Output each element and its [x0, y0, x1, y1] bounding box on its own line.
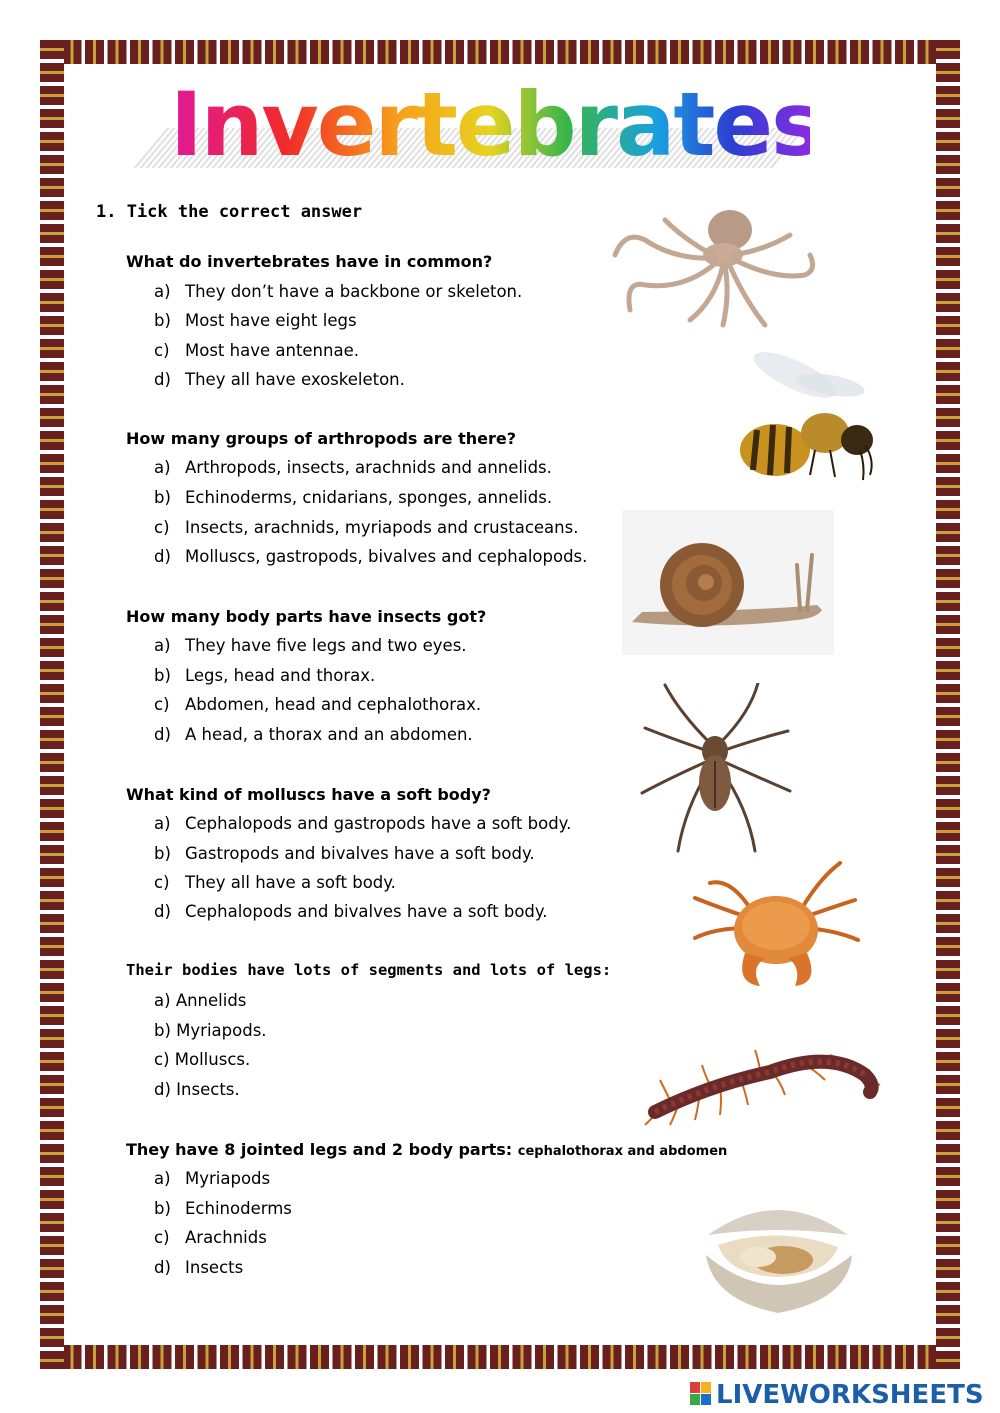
option-label: d) [154, 1080, 171, 1099]
option-4b[interactable] [154, 844, 535, 863]
option-text: Insects. [176, 1080, 240, 1099]
option-text: Arthropods, insects, arachnids and annelids. [185, 458, 552, 477]
butterfly-border-top [40, 40, 960, 64]
spider-image [640, 683, 792, 853]
liveworksheets-logo-icon [690, 1382, 712, 1406]
option-text: Gastropods and bivalves have a soft body. [185, 844, 535, 863]
option-label: c) [154, 341, 170, 360]
option-5c[interactable] [154, 1050, 250, 1069]
option-text: They all have exoskeleton. [185, 370, 405, 389]
option-label: b) [154, 488, 171, 507]
option-4c[interactable] [154, 873, 396, 892]
option-2b[interactable] [154, 488, 552, 507]
option-text: Myriapods [185, 1169, 271, 1188]
option-2a[interactable] [154, 458, 552, 477]
centipede-image [640, 1030, 890, 1130]
option-5d[interactable] [154, 1080, 240, 1099]
option-label: a) [154, 282, 171, 301]
option-6a[interactable] [154, 1169, 270, 1188]
section-heading: 1. Tick the correct answer [96, 202, 363, 222]
option-text: Abdomen, head and cephalothorax. [185, 695, 482, 714]
option-text: They have five legs and two eyes. [185, 636, 467, 655]
option-text: A head, a thorax and an abdomen. [185, 725, 473, 744]
option-3b[interactable] [154, 666, 375, 685]
option-text: Echinoderms [185, 1199, 292, 1218]
option-text: Echinoderms, cnidarians, sponges, annelids. [185, 488, 553, 507]
question-1: What do invertebrates have in common? [126, 252, 493, 271]
option-label: a) [154, 636, 171, 655]
option-label: c) [154, 873, 170, 892]
option-6b[interactable] [154, 1199, 292, 1218]
question-5: Their bodies have lots of segments and lots of legs: [126, 961, 612, 979]
option-text: Molluscs, gastropods, bivalves and cephalopods. [185, 547, 588, 566]
option-label: b) [154, 844, 171, 863]
option-3c[interactable] [154, 695, 481, 714]
option-text: They all have a soft body. [185, 873, 396, 892]
option-label: d) [154, 547, 171, 566]
liveworksheets-logo-text[interactable]: LIVEWORKSHEETS [716, 1380, 984, 1410]
option-label: d) [154, 1258, 171, 1277]
question-4: What kind of molluscs have a soft body? [126, 785, 491, 804]
crab-image [690, 858, 862, 993]
clam-image [698, 1195, 860, 1317]
option-label: b) [154, 666, 171, 685]
option-label: c) [154, 518, 170, 537]
option-text: Cephalopods and gastropods have a soft body. [185, 814, 572, 833]
option-text: Myriapods. [176, 1021, 267, 1040]
option-label: c) [154, 1228, 170, 1247]
option-label: c) [154, 695, 170, 714]
question-6-subtext: cephalothorax and abdomen [517, 1144, 728, 1159]
option-text: Arachnids [185, 1228, 267, 1247]
option-label: c) [154, 1050, 170, 1069]
option-label: a) [154, 458, 171, 477]
option-label: b) [154, 311, 171, 330]
option-text: Annelids [175, 991, 247, 1010]
option-text: Molluscs. [174, 1050, 251, 1069]
option-1c[interactable] [154, 341, 359, 360]
option-4d[interactable] [154, 902, 548, 921]
option-1a[interactable] [154, 282, 522, 301]
option-2c[interactable] [154, 518, 578, 537]
option-6c[interactable] [154, 1228, 267, 1247]
option-1b[interactable] [154, 311, 357, 330]
option-label: b) [154, 1021, 171, 1040]
option-2d[interactable] [154, 547, 587, 566]
question-6 [126, 1140, 727, 1159]
question-6-text: They have 8 jointed legs and 2 body parts: [126, 1140, 518, 1159]
question-3: How many body parts have insects got? [126, 607, 487, 626]
option-3d[interactable] [154, 725, 473, 744]
option-text: Legs, head and thorax. [185, 666, 376, 685]
butterfly-border-bottom [40, 1345, 960, 1369]
option-label: a) [154, 1169, 171, 1188]
option-3a[interactable] [154, 636, 467, 655]
option-label: d) [154, 370, 171, 389]
option-text: Most have antennae. [185, 341, 359, 360]
snail-image [622, 510, 834, 655]
option-text: They don’t have a backbone or skeleton. [185, 282, 523, 301]
butterfly-border-right [936, 40, 960, 1369]
option-label: a) [154, 991, 171, 1010]
octopus-image [605, 200, 820, 330]
option-4a[interactable] [154, 814, 571, 833]
option-text: Insects [185, 1258, 244, 1277]
page-title: Invertebrates [170, 70, 810, 180]
option-5b[interactable] [154, 1021, 267, 1040]
option-text: Most have eight legs [185, 311, 357, 330]
bee-image [735, 345, 895, 495]
option-text: Insects, arachnids, myriapods and crustaceans. [185, 518, 579, 537]
butterfly-border-left [40, 40, 64, 1369]
option-label: b) [154, 1199, 171, 1218]
option-text: Cephalopods and bivalves have a soft body. [185, 902, 548, 921]
option-label: d) [154, 902, 171, 921]
option-5a[interactable] [154, 991, 246, 1010]
option-label: a) [154, 814, 171, 833]
option-label: d) [154, 725, 171, 744]
option-1d[interactable] [154, 370, 405, 389]
option-6d[interactable] [154, 1258, 243, 1277]
question-2: How many groups of arthropods are there? [126, 429, 517, 448]
